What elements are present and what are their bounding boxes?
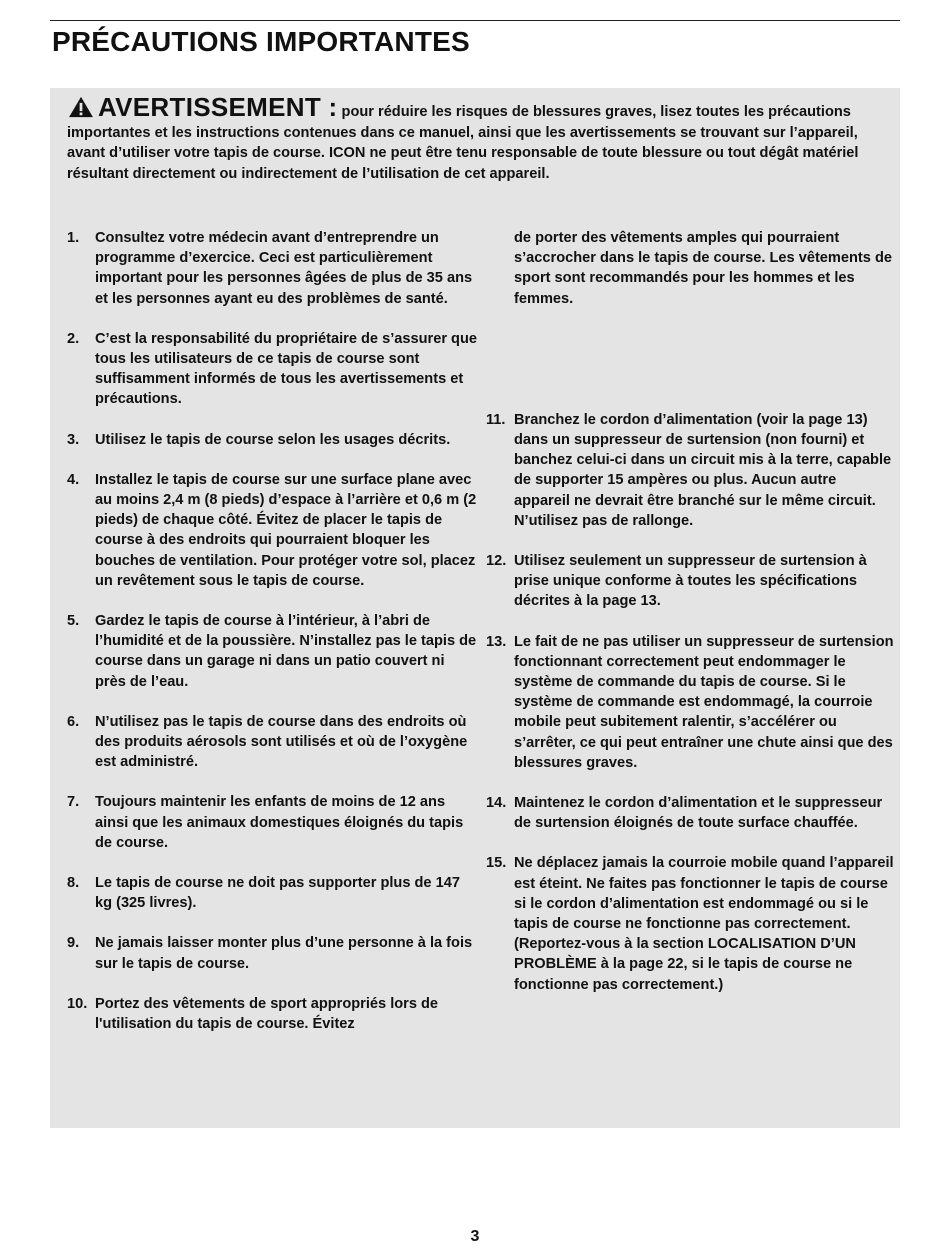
item-number: 7.: [67, 794, 80, 811]
item-number: 11.: [486, 411, 506, 428]
item-number: 6.: [67, 713, 80, 730]
list-item: [67, 470, 477, 591]
item-text: Utilisez le tapis de course selon les usages décrits.: [95, 431, 451, 448]
item-number: 5.: [67, 613, 80, 630]
item-text: N’utilisez pas le tapis de course dans des endroits où des produits aérosols sont utilisés et où de l’oxygène est administré.: [95, 713, 468, 771]
list-item: [486, 853, 896, 994]
item-number: 12.: [486, 553, 507, 570]
top-rule: [50, 20, 900, 21]
list-item: [67, 933, 477, 973]
item-text: Installez le tapis de course sur une surface plane avec au moins 2,4 m (8 pieds) d’espace à l’arrière et 0,6 m (2 pieds) de chaque côté. Évitez de placer le tapis de course à des endroits qui pourraient bloquer les bouches de ventilation. Pour protéger votre sol, placez un revêtement sous le tapis de course.: [95, 471, 477, 589]
list-item: [486, 793, 896, 833]
item-text: Ne déplacez jamais la courroie mobile quand l’appareil est éteint. Ne faites pas fonctionner le tapis de course si le cordon d’alimentation est endommagé ou si le tapis de course ne fonctionne pas correctement. (Reportez-vous à la section LOCALISATION D’UN PROBLÈME à la page 22, si le tapis de course ne fonctionne pas correctement.): [514, 855, 894, 993]
warning-triangle-icon: [67, 96, 95, 118]
list-item: [67, 873, 477, 913]
list-item: [67, 611, 477, 692]
item-text: Le tapis de course ne doit pas supporter plus de 147 kg (325 livres).: [95, 875, 460, 912]
warning-panel: [50, 88, 900, 1128]
warning-heading-group: [67, 92, 337, 122]
item-number: 15.: [486, 855, 507, 872]
item-continuation: de porter des vêtements amples qui pourraient s’accrocher dans le tapis de course. Les vêtements de sport sont recommandés pour les hommes et les femmes.: [514, 230, 892, 307]
item-number: 3.: [67, 431, 80, 448]
item-number: 1.: [67, 230, 80, 246]
item-number: 8.: [67, 875, 80, 892]
item-text: Ne jamais laisser monter plus d’une personne à la fois sur le tapis de course.: [95, 935, 473, 972]
list-item: [67, 712, 477, 773]
warning-heading: AVERTISSEMENT :: [98, 92, 338, 122]
item-number: 2.: [67, 330, 80, 347]
list-item: [486, 632, 896, 773]
item-text: Branchez le cordon d’alimentation (voir la page 13) dans un suppresseur de surtension (non fourni) et banchez celui-ci dans un circuit mis à la terre, capable de supporter 15 ampères ou plus. Aucun autre appareil ne devrait être branché sur le même circuit. N’utilisez pas de rallonge.: [514, 411, 892, 529]
list-item: [67, 329, 477, 410]
list-item: [486, 410, 896, 531]
item-text: Toujours maintenir les enfants de moins de 12 ans ainsi que les animaux domestiques éloignés du tapis de course.: [95, 794, 464, 851]
left-column: [67, 228, 477, 1054]
item-number: 9.: [67, 935, 80, 952]
item-text: Maintenez le cordon d’alimentation et le suppresseur de surtension éloignés de toute surface chauffée.: [514, 795, 883, 832]
page-title: PRÉCAUTIONS IMPORTANTES: [52, 26, 470, 57]
item-number: 10.: [67, 995, 88, 1012]
right-column: [486, 228, 896, 1015]
item-number: 14.: [486, 795, 507, 812]
item-text: Gardez le tapis de course à l’intérieur, à l’abri de l’humidité et de la poussière. N’installez pas le tapis de course dans un garage ni dans un patio couvert ni près de l’eau.: [95, 613, 477, 690]
item-text: Utilisez seulement un suppresseur de surtension à prise unique conforme à toutes les spécifications décrites à la page 13.: [514, 553, 867, 610]
item-text: Consultez votre médecin avant d’entreprendre un programme d’exercice. Ceci est particulièrement important pour les personnes âgées de plus de 35 ans et les personnes ayant eu des problèmes de santé.: [95, 230, 473, 307]
page-number: 3: [470, 1228, 480, 1245]
list-item: [67, 228, 477, 309]
item-text: C’est la responsabilité du propriétaire de s’assurer que tous les utilisateurs de ce tapis de course sont suffisamment informés de tous les avertissements et précautions.: [95, 330, 477, 408]
warning-paragraph: [67, 94, 885, 184]
warning-text: pour réduire les risques de blessures graves, lisez toutes les précautions importantes et les instructions contenues dans ce manuel, ainsi que les avertissements se trouvant sur l’appareil, avant d’utiliser votre tapis de course. ICON ne peut être tenu responsable de toute blessure ou tout dégât matériel résultant directement ou indirectement de l’utilisation de cet appareil.: [67, 104, 859, 182]
list-item: [67, 994, 477, 1034]
item-text: Le fait de ne pas utiliser un suppresseur de surtension fonctionnant correctement peut endommager le système de commande du tapis de course. Si le système de commande est endommagé, la courroie mobile peut subitement ralentir, s’accélérer ou s’arrêter, ce qui peut entraîner une chute ainsi que des blessures graves.: [514, 633, 894, 771]
item-number: 13.: [486, 633, 507, 650]
list-item: [67, 792, 477, 853]
list-item: [486, 551, 896, 612]
item-number: 4.: [67, 471, 80, 488]
list-item: [67, 430, 477, 450]
item-text: Portez des vêtements de sport appropriés lors de l'utilisation du tapis de course. Évitez: [95, 995, 439, 1033]
